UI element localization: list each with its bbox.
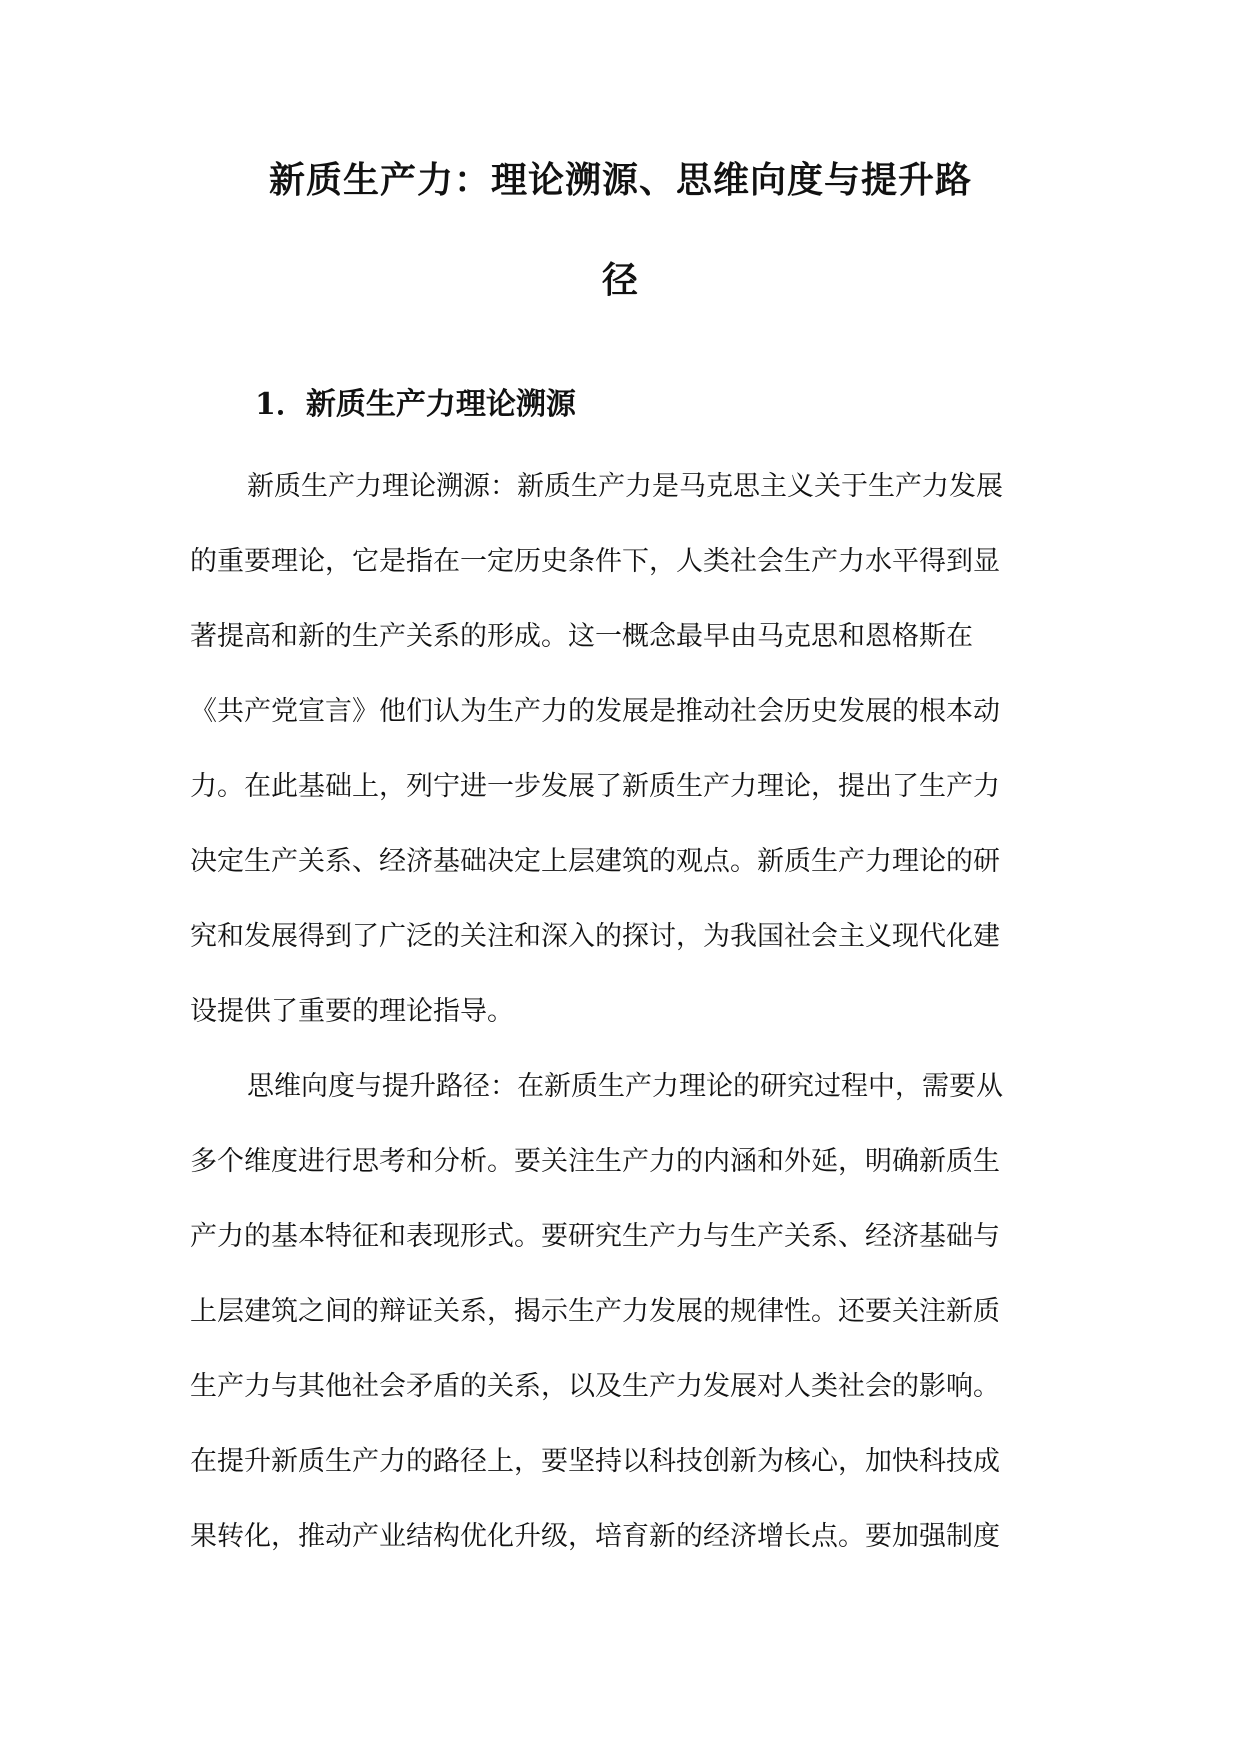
section-heading: 1．新质生产力理论溯源 [255, 387, 576, 422]
body-line: 在提升新质生产力的路径上，要坚持以科技创新为核心，加快科技成 [190, 1446, 1000, 1477]
body-line: 《共产党宣言》他们认为生产力的发展是推动社会历史发展的根本动 [190, 696, 1000, 727]
body-line: 思维向度与提升路径：在新质生产力理论的研究过程中，需要从 [247, 1071, 1003, 1102]
body-line: 上层建筑之间的辩证关系，揭示生产力发展的规律性。还要关注新质 [190, 1296, 1000, 1327]
body-line: 力。在此基础上，列宁进一步发展了新质生产力理论，提出了生产力 [190, 771, 1000, 802]
body-line: 决定生产关系、经济基础决定上层建筑的观点。新质生产力理论的研 [190, 846, 1000, 877]
body-line: 产力的基本特征和表现形式。要研究生产力与生产关系、经济基础与 [190, 1221, 1000, 1252]
body-line: 多个维度进行思考和分析。要关注生产力的内涵和外延，明确新质生 [190, 1146, 1000, 1177]
document-title-line-2: 径 [601, 259, 639, 301]
body-line: 果转化，推动产业结构优化升级，培育新的经济增长点。要加强制度 [190, 1521, 1000, 1552]
body-line: 设提供了重要的理论指导。 [190, 996, 514, 1027]
body-line: 的重要理论，它是指在一定历史条件下，人类社会生产力水平得到显 [190, 546, 1000, 577]
body-line: 究和发展得到了广泛的关注和深入的探讨，为我国社会主义现代化建 [190, 921, 1000, 952]
document-title-line-1: 新质生产力：理论溯源、思维向度与提升路 [268, 159, 972, 201]
body-line: 新质生产力理论溯源：新质生产力是马克思主义关于生产力发展 [247, 471, 1003, 502]
body-line: 著提高和新的生产关系的形成。这一概念最早由马克思和恩格斯在 [190, 621, 973, 652]
body-line: 生产力与其他社会矛盾的关系，以及生产力发展对人类社会的影响。 [190, 1371, 1000, 1402]
